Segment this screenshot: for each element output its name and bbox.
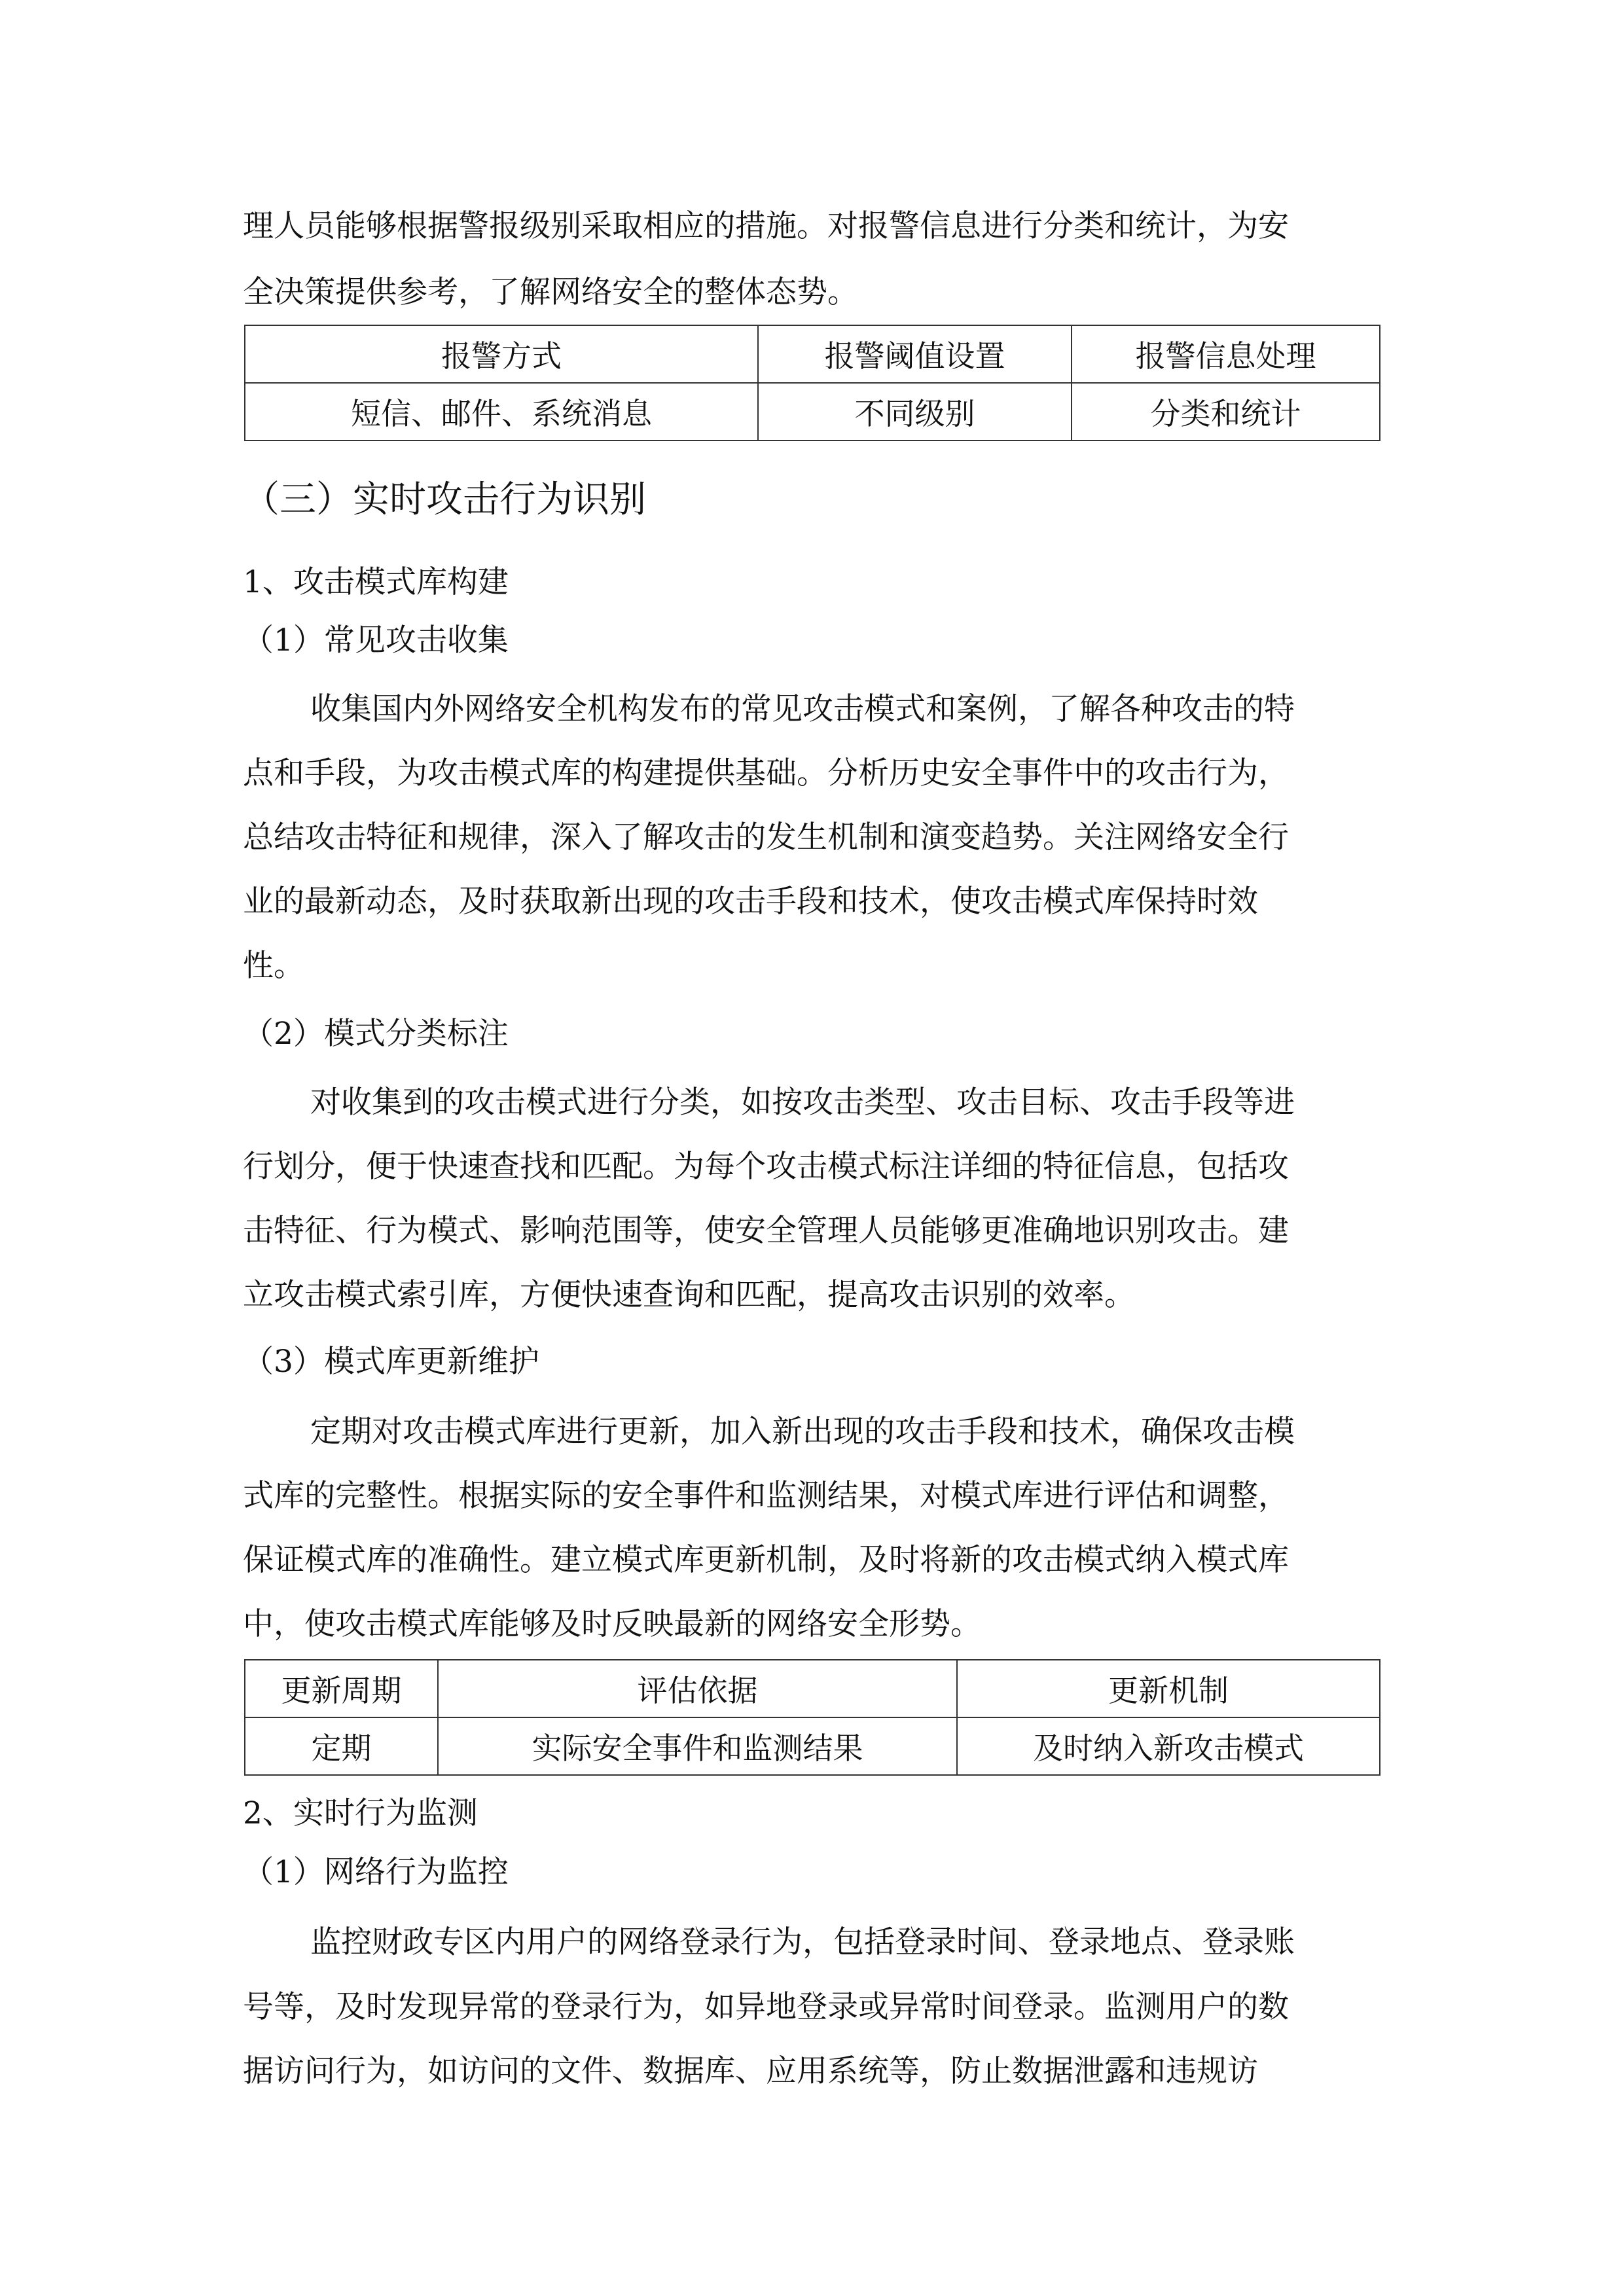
update-table — [244, 1659, 1380, 1776]
subheading: （1）网络行为监控 — [243, 1854, 509, 1890]
paragraph-line: 性。 — [243, 948, 304, 984]
table-cell: 短信、邮件、系统消息 — [245, 383, 758, 440]
paragraph-line: 号等，及时发现异常的登录行为，如异地登录或异常时间登录。监测用户的数 — [243, 1989, 1289, 2025]
paragraph-line: 全决策提供参考，了解网络安全的整体态势。 — [243, 274, 858, 310]
table-cell: 不同级别 — [758, 383, 1072, 440]
paragraph-line: 总结攻击特征和规律，深入了解攻击的发生机制和演变趋势。关注网络安全行 — [243, 819, 1289, 855]
table-cell: 实际安全事件和监测结果 — [438, 1717, 957, 1775]
paragraph-line: 监控财政专区内用户的网络登录行为，包括登录时间、登录地点、登录账 — [310, 1924, 1295, 1960]
section-heading: （三）实时攻击行为识别 — [243, 478, 646, 521]
paragraph-line: 保证模式库的准确性。建立模式库更新机制，及时将新的攻击模式纳入模式库 — [243, 1542, 1289, 1578]
paragraph-line: 点和手段，为攻击模式库的构建提供基础。分析历史安全事件中的攻击行为， — [243, 755, 1289, 791]
paragraph-line: 理人员能够根据警报级别采取相应的措施。对报警信息进行分类和统计，为安 — [243, 208, 1289, 244]
table-cell: 分类和统计 — [1072, 383, 1380, 440]
paragraph-line: 中，使攻击模式库能够及时反映最新的网络安全形势。 — [243, 1606, 981, 1642]
paragraph-line: 行划分，便于快速查找和匹配。为每个攻击模式标注详细的特征信息，包括攻 — [243, 1149, 1289, 1185]
subheading: 2、实时行为监测 — [243, 1795, 478, 1831]
subheading: （1）常见攻击收集 — [243, 622, 509, 658]
paragraph-line: 立攻击模式索引库，方便快速查询和匹配，提高攻击识别的效率。 — [243, 1277, 1135, 1313]
paragraph-line: 击特征、行为模式、影响范围等，使安全管理人员能够更准确地识别攻击。建 — [243, 1213, 1289, 1249]
table-header: 更新机制 — [957, 1660, 1380, 1717]
table-header: 评估依据 — [438, 1660, 957, 1717]
table-header: 报警方式 — [245, 325, 758, 383]
table-cell: 定期 — [245, 1717, 438, 1775]
table-header: 更新周期 — [245, 1660, 438, 1717]
paragraph-line: 据访问行为，如访问的文件、数据库、应用系统等，防止数据泄露和违规访 — [243, 2053, 1258, 2089]
subheading: （2）模式分类标注 — [243, 1016, 509, 1052]
paragraph-line: 对收集到的攻击模式进行分类，如按攻击类型、攻击目标、攻击手段等进 — [310, 1085, 1295, 1121]
table-cell: 及时纳入新攻击模式 — [957, 1717, 1380, 1775]
paragraph-line: 业的最新动态，及时获取新出现的攻击手段和技术，使攻击模式库保持时效 — [243, 884, 1258, 920]
subheading: （3）模式库更新维护 — [243, 1344, 539, 1380]
paragraph-line: 式库的完整性。根据实际的安全事件和监测结果，对模式库进行评估和调整， — [243, 1478, 1289, 1514]
paragraph-line: 收集国内外网络安全机构发布的常见攻击模式和案例，了解各种攻击的特 — [310, 691, 1295, 727]
alarm-table — [244, 325, 1380, 441]
paragraph-line: 定期对攻击模式库进行更新，加入新出现的攻击手段和技术，确保攻击模 — [310, 1414, 1295, 1450]
table-header: 报警阈值设置 — [758, 325, 1072, 383]
subheading: 1、攻击模式库构建 — [243, 564, 509, 600]
table-header: 报警信息处理 — [1072, 325, 1380, 383]
